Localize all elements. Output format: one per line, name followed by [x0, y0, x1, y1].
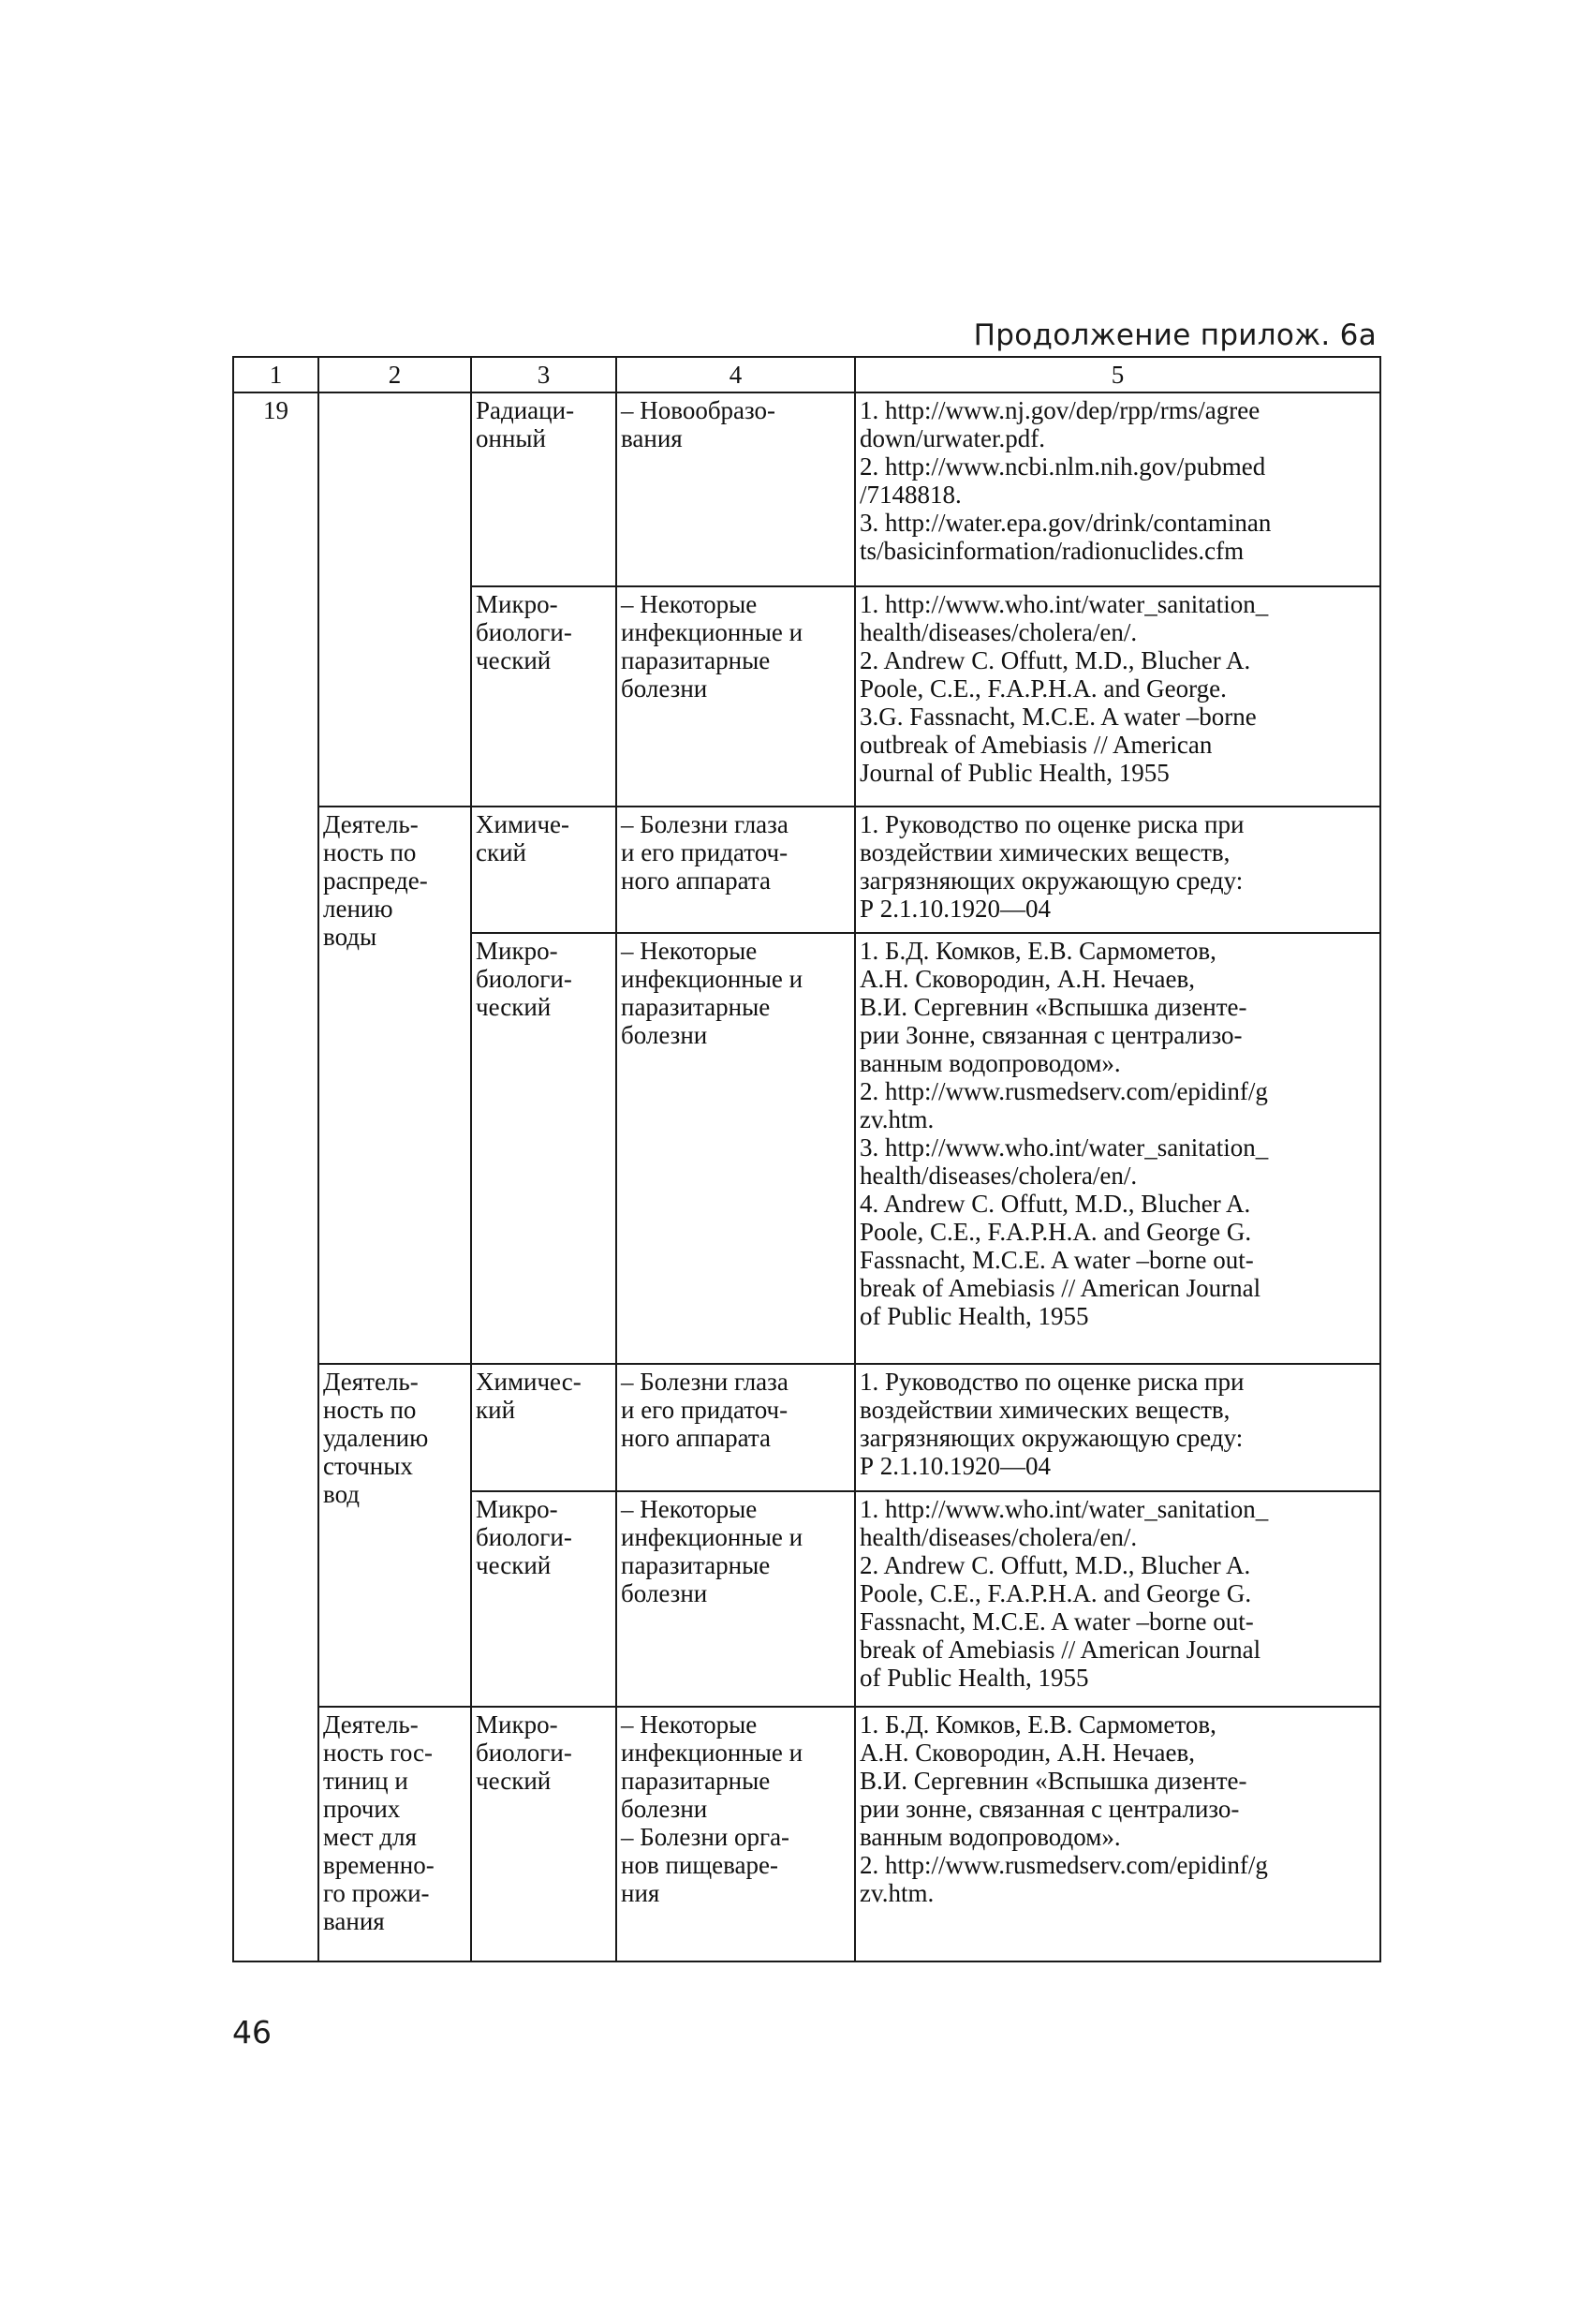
diseases-cell: – Болезни глаза и его придаточ- ного аппарата [616, 1364, 855, 1491]
sources-cell [855, 933, 1380, 1364]
sources-cell [855, 807, 1380, 933]
source-entry: 1. http://www.who.int/water_sanitation_ health/diseases/cholera/en/. [860, 590, 1269, 646]
source-entry: 2. Andrew C. Offutt, M.D., Blucher A. Poole, C.E., F.A.P.H.A. and George G. Fassnacht, M.C.E. A water –borne out- break of Amebiasis // American Journal of Public Health, 1955 [860, 1551, 1261, 1692]
source-entry: 2. http://www.rusmedserv.com/epidinf/g zv.htm. [860, 1077, 1268, 1133]
sources-cell [855, 1364, 1380, 1491]
diseases-cell: – Некоторые инфекционные и паразитарные болезни – Болезни орга- нов пищеваре- ния [616, 1707, 855, 1961]
diseases-cell: – Некоторые инфекционные и паразитарные болезни [616, 1491, 855, 1707]
sources-cell [855, 1491, 1380, 1707]
activity-cell: Деятель- ность гос- тиниц и прочих мест для временно- го прожи- вания [318, 1707, 471, 1961]
column-number: 5 [855, 357, 1380, 392]
table-row [233, 807, 1380, 933]
factor-cell: Микро- биологи- ческий [471, 586, 616, 807]
column-number: 4 [616, 357, 855, 392]
diseases-cell: – Болезни глаза и его придаточ- ного аппарата [616, 807, 855, 933]
source-entry: 2. Andrew C. Offutt, M.D., Blucher A. Poole, C.E., F.A.P.H.A. and George. 3.G. Fassnacht, M.C.E. A water –borne outbreak of Amebiasis // American Journal of Public Health, 1955 [860, 646, 1257, 787]
column-number: 3 [471, 357, 616, 392]
table-row [233, 1707, 1380, 1961]
source-entry: 2. http://www.ncbi.nlm.nih.gov/pubmed /7148818. [860, 452, 1266, 509]
source-entry: 4. Andrew C. Offutt, M.D., Blucher A. Poole, C.E., F.A.P.H.A. and George G. Fassnacht, M.C.E. A water –borne out- break of Amebiasis // American Journal of Public Health, 1955 [860, 1190, 1261, 1330]
column-number: 2 [318, 357, 471, 392]
activity-cell: Деятель- ность по распреде- лению воды [318, 807, 471, 1364]
table-row [233, 1364, 1380, 1491]
sources-cell [855, 586, 1380, 807]
source-entry: 1. Б.Д. Комков, Е.В. Сармометов, А.Н. Сковородин, А.Н. Нечаев, В.И. Сергевнин «Вспышка дизенте- рии Зонне, связанная с централизо- ванным водопроводом». [860, 937, 1247, 1077]
column-number: 1 [233, 357, 318, 392]
source-entry: 1. Руководство по оценке риска при воздействии химических веществ, загрязняющих окружающую среду: Р 2.1.10.1920—04 [860, 810, 1245, 923]
factor-cell: Микро- биологи- ческий [471, 1707, 616, 1961]
source-entry: 3. http://www.who.int/water_sanitation_ health/diseases/cholera/en/. [860, 1133, 1269, 1190]
table-continuation-caption: Продолжение прилож. 6а [973, 318, 1377, 352]
diseases-cell: – Некоторые инфекционные и паразитарные болезни [616, 933, 855, 1364]
factor-cell: Микро- биологи- ческий [471, 933, 616, 1364]
source-entry: 2. http://www.rusmedserv.com/epidinf/g zv.htm. [860, 1851, 1268, 1907]
activity-cell: Деятель- ность по удалению сточных вод [318, 1364, 471, 1707]
source-entry: 1. Б.Д. Комков, Е.В. Сармометов, А.Н. Сковородин, А.Н. Нечаев, В.И. Сергевнин «Вспышка дизенте- рии зонне, связанная с централизо- ванным водопроводом». [860, 1710, 1247, 1851]
source-entry: 1. http://www.who.int/water_sanitation_ health/diseases/cholera/en/. [860, 1495, 1269, 1551]
sources-cell [855, 392, 1380, 586]
source-entry: 3. http://water.epa.gov/drink/contaminan ts/basicinformation/radionuclides.cfm [860, 509, 1272, 565]
column-number-row [233, 357, 1380, 392]
diseases-cell: – Новообразо- вания [616, 392, 855, 586]
source-entry: 1. http://www.nj.gov/dep/rpp/rms/agree down/urwater.pdf. [860, 396, 1260, 452]
factor-cell: Микро- биологи- ческий [471, 1491, 616, 1707]
activity-cell [318, 392, 471, 807]
appendix-table [232, 356, 1381, 1962]
row-number: 19 [233, 392, 318, 1961]
source-entry: 1. Руководство по оценке риска при воздействии химических веществ, загрязняющих окружающую среду: Р 2.1.10.1920—04 [860, 1368, 1245, 1480]
table-row [233, 392, 1380, 586]
factor-cell: Химиче- ский [471, 807, 616, 933]
page-number: 46 [232, 2014, 272, 2050]
factor-cell: Химичес- кий [471, 1364, 616, 1491]
diseases-cell: – Некоторые инфекционные и паразитарные болезни [616, 586, 855, 807]
sources-cell [855, 1707, 1380, 1961]
factor-cell: Радиаци- онный [471, 392, 616, 586]
